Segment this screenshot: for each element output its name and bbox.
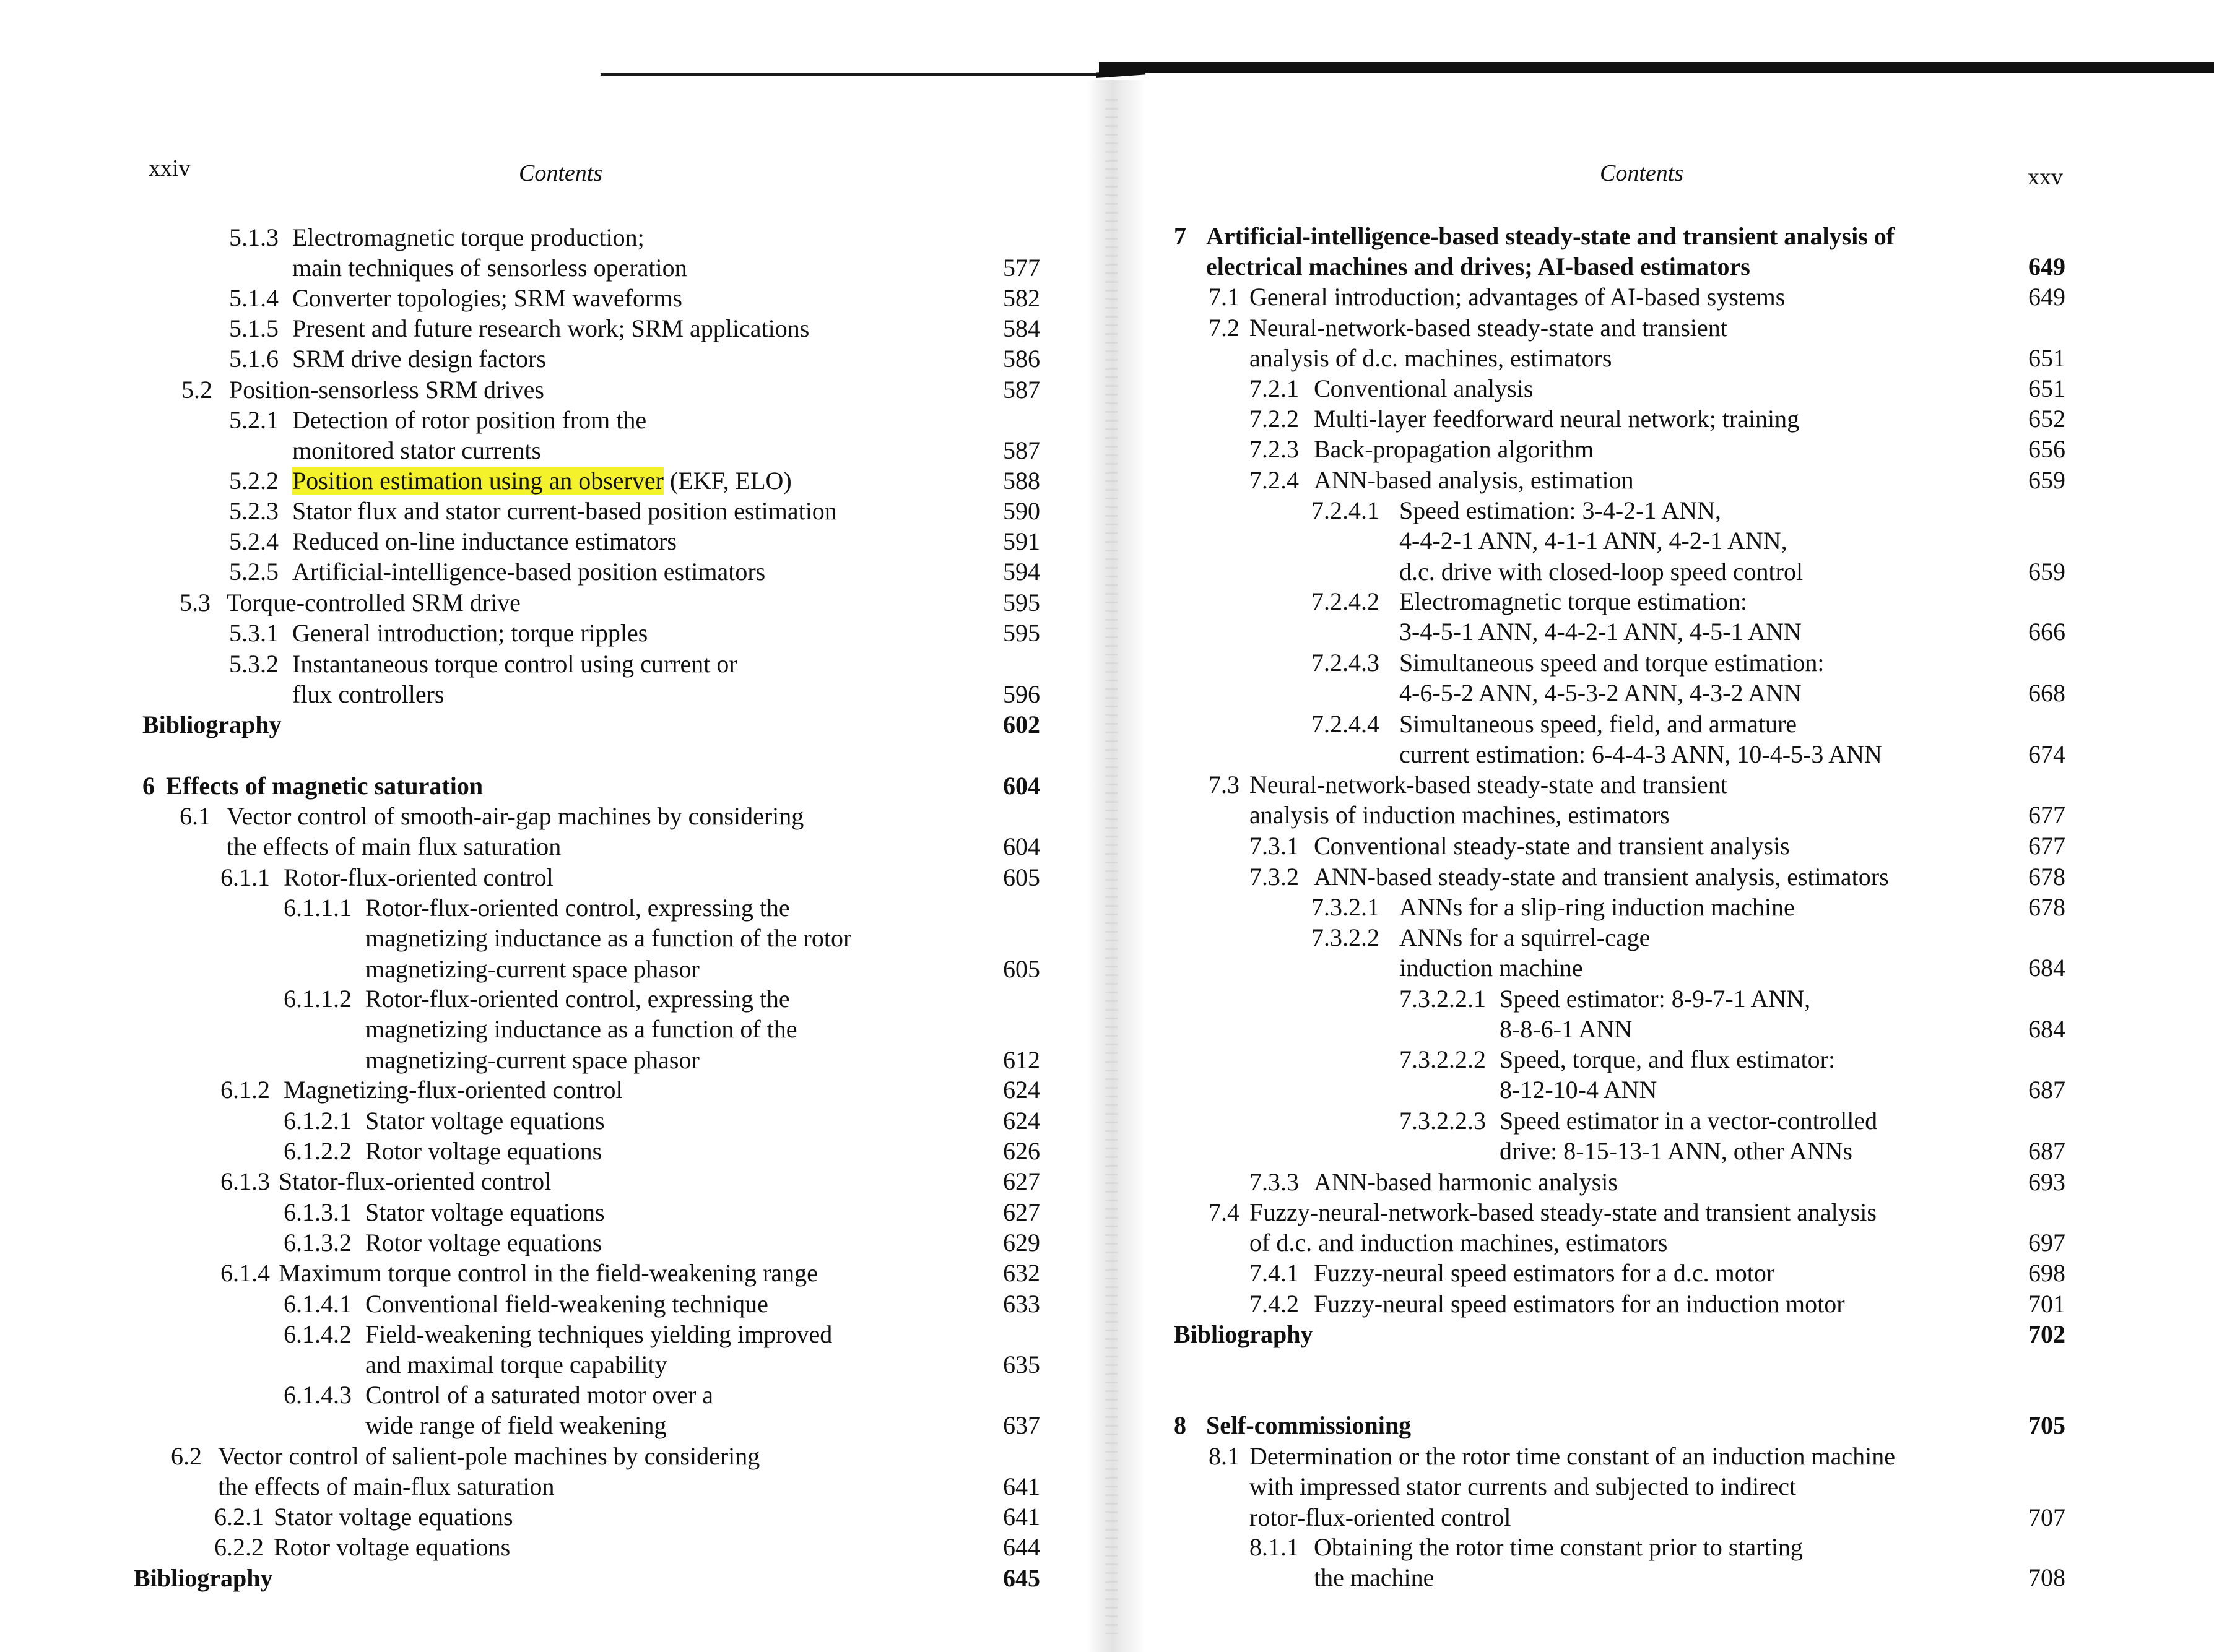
left-toc-entry [229, 344, 546, 374]
section-title: Stator voltage equations [274, 1503, 513, 1531]
right-toc-entry-continuation: current estimation: 6-4-4-3 ANN, 10-4-5-3 ANN [1399, 740, 1882, 769]
page-number: 705 [2028, 1411, 2065, 1439]
page-number: 644 [1003, 1533, 1040, 1561]
page-number: 678 [2028, 893, 2065, 921]
page-number: 677 [2028, 801, 2065, 829]
page-number: 604 [1003, 832, 1040, 861]
page-number: 677 [2028, 832, 2065, 860]
right-toc-entry [1311, 648, 1825, 678]
section-title: Position estimation using an observer (EKF, ELO) [292, 467, 792, 495]
page-number: 697 [2028, 1229, 2065, 1257]
section-number: 7.2.2 [1249, 405, 1299, 433]
left-toc-entry [284, 1106, 605, 1136]
right-toc-entry [1249, 1533, 1803, 1562]
left-toc-entry [229, 557, 765, 587]
section-title: Vector control of salient-pole machines by considering [218, 1442, 760, 1470]
page-number: 595 [1003, 589, 1040, 616]
section-title: ANNs for a slip-ring induction machine [1399, 893, 1795, 921]
left-toc-entry-continuation: magnetizing inductance as a function of the [365, 1015, 797, 1044]
section-title: Detection of rotor position from the [292, 406, 647, 434]
section-number: 7.1 [1209, 283, 1239, 311]
right-toc-entry-continuation: 3-4-5-1 ANN, 4-4-2-1 ANN, 4-5-1 ANN [1399, 618, 1802, 646]
left-toc-entry-continuation: main techniques of sensorless operation [292, 254, 687, 282]
page-number: 684 [2028, 954, 2065, 982]
section-title: Artificial-intelligence-based steady-state and transient analysis of [1206, 222, 1895, 250]
page-number: 708 [2028, 1563, 2065, 1592]
section-number: 6.1.1.2 [284, 985, 352, 1013]
left-toc-entry-continuation: the effects of main flux saturation [227, 832, 562, 861]
section-number: 7.3.2.2.1 [1399, 985, 1486, 1013]
section-number: 6.2.1 [214, 1503, 264, 1531]
section-title: Converter topologies; SRM waveforms [292, 284, 682, 312]
page-number: 624 [1003, 1076, 1040, 1104]
section-title: Rotor-flux-oriented control, expressing the [365, 894, 790, 922]
right-toc-entry-continuation: drive: 8-15-13-1 ANN, other ANNs [1500, 1137, 1852, 1165]
section-number: 6.1.3.2 [284, 1229, 352, 1256]
left-toc-entry-continuation: magnetizing-current space phasor [365, 954, 700, 983]
section-number: 7.3.2.1 [1311, 893, 1379, 921]
right-toc-entry [1249, 862, 1889, 892]
section-title: Electromagnetic torque estimation: [1399, 587, 1748, 615]
right-toc-entry [1249, 1258, 1774, 1288]
page-number: 595 [1003, 619, 1040, 647]
left-toc-entry [220, 1258, 818, 1288]
section-number: 6.1.4 [220, 1259, 270, 1287]
right-toc-entry [1209, 282, 1785, 312]
section-number: 6.1.2.2 [284, 1137, 352, 1165]
page-number: 687 [2028, 1137, 2065, 1165]
page-number: 591 [1003, 527, 1040, 555]
page-number: 645 [1003, 1564, 1040, 1592]
left-toc-entry [229, 649, 737, 679]
left-toc-entry [284, 1289, 768, 1319]
section-number: 6.1.4.1 [284, 1290, 352, 1318]
page-number: 602 [1003, 711, 1040, 738]
section-title: Fuzzy-neural-network-based steady-state and transient analysis [1249, 1198, 1877, 1226]
section-number: 5.2.1 [229, 406, 279, 434]
left-toc-entry [229, 466, 792, 496]
section-number: 7.3.1 [1249, 832, 1299, 860]
section-title: Back-propagation algorithm [1314, 435, 1594, 463]
left-toc-entry [134, 1563, 273, 1593]
section-number: 7.2.1 [1249, 374, 1299, 402]
left-running-head: Contents [519, 160, 603, 186]
section-number: 8.1 [1209, 1442, 1239, 1470]
left-toc-entry [220, 1167, 551, 1196]
section-title: Simultaneous speed and torque estimation: [1399, 649, 1825, 677]
page-number: 698 [2028, 1259, 2065, 1287]
page-number: 604 [1003, 772, 1040, 800]
right-running-head: Contents [1600, 160, 1684, 186]
page-number: 629 [1003, 1229, 1040, 1256]
left-toc-entry [214, 1533, 510, 1562]
right-toc-entry [1311, 587, 1747, 616]
section-number: 5.2 [181, 376, 212, 404]
section-number: 7.2.4.2 [1311, 587, 1379, 615]
section-number: 7.4.1 [1249, 1259, 1299, 1287]
section-title: Rotor voltage equations [365, 1229, 602, 1256]
section-number: 6.1.2 [220, 1076, 270, 1104]
right-toc-entry [1399, 1045, 1835, 1075]
section-title: Simultaneous speed, field, and armature [1399, 710, 1797, 738]
page-number: 594 [1003, 558, 1040, 586]
section-number: 7.4.2 [1249, 1290, 1299, 1318]
section-title: Reduced on-line inductance estimators [292, 527, 677, 555]
left-toc-entry [214, 1502, 513, 1532]
section-title: Neural-network-based steady-state and transient [1249, 771, 1727, 798]
right-toc-entry [1209, 313, 1727, 343]
section-title: General introduction; advantages of AI-based systems [1249, 283, 1786, 311]
section-title: Determination or the rotor time constant of an induction machine [1249, 1442, 1896, 1470]
right-toc-entry [1174, 1320, 1313, 1349]
section-number: 6.1.1 [220, 863, 270, 891]
page-number: 626 [1003, 1137, 1040, 1165]
left-page [0, 0, 1090, 1652]
left-toc-entry [284, 984, 790, 1014]
right-toc-entry [1311, 893, 1795, 922]
section-title: ANN-based steady-state and transient analysis, estimators [1314, 863, 1889, 891]
page-number: 596 [1003, 680, 1040, 709]
right-page [1139, 0, 2214, 1652]
section-title: Fuzzy-neural speed estimators for a d.c. motor [1314, 1259, 1775, 1287]
section-title: Artificial-intelligence-based position estimators [292, 558, 766, 586]
right-toc-entry [1249, 465, 1634, 495]
page-number: 702 [2028, 1320, 2065, 1348]
right-toc-entry-continuation: of d.c. and induction machines, estimators [1249, 1229, 1668, 1257]
section-number: 5.2.5 [229, 558, 279, 586]
section-number: 7.2.4 [1249, 466, 1299, 494]
section-title: Conventional analysis [1314, 374, 1534, 402]
section-title: Field-weakening techniques yielding improved [365, 1320, 833, 1348]
left-toc-entry [229, 618, 648, 648]
section-title: Speed estimation: 3-4-2-1 ANN, [1399, 496, 1721, 524]
right-toc-entry [1249, 1167, 1618, 1197]
right-toc-entry-continuation: 8-8-6-1 ANN [1500, 1015, 1633, 1044]
page-number: 701 [2028, 1290, 2065, 1318]
right-toc-entry [1209, 1198, 1877, 1227]
section-number: 5.2.3 [229, 497, 279, 525]
right-toc-entry [1174, 1411, 1411, 1440]
section-title: Maximum torque control in the field-weakening range [279, 1259, 818, 1287]
section-number: 6 [142, 772, 155, 800]
page-number: 674 [2028, 740, 2065, 769]
section-number: 8.1.1 [1249, 1533, 1299, 1561]
right-toc-entry [1249, 374, 1533, 404]
section-number: 6.1.2.1 [284, 1107, 352, 1135]
section-title: Magnetizing-flux-oriented control [284, 1076, 623, 1104]
section-number: 5.3 [180, 589, 211, 616]
section-title: Stator voltage equations [365, 1107, 605, 1135]
right-toc-entry [1311, 923, 1650, 953]
page-number: 605 [1003, 954, 1040, 983]
right-toc-entry [1399, 984, 1810, 1014]
page-number: 666 [2028, 618, 2065, 646]
left-toc-entry [142, 710, 282, 740]
section-number: 7.3.3 [1249, 1168, 1299, 1196]
page-number: 586 [1003, 345, 1040, 373]
section-title: ANNs for a squirrel-cage [1399, 923, 1651, 951]
left-toc-entry [229, 283, 682, 313]
section-number: 5.1.3 [229, 223, 279, 251]
highlighted-text: Position estimation using an observer [292, 467, 664, 495]
section-title: Stator voltage equations [365, 1198, 605, 1226]
page-number: 612 [1003, 1045, 1040, 1074]
section-title: Present and future research work; SRM applications [292, 314, 810, 342]
left-toc-entry [229, 405, 646, 435]
page-number: 590 [1003, 497, 1040, 525]
right-toc-entry [1249, 1289, 1845, 1319]
section-title: Obtaining the rotor time constant prior to starting [1314, 1533, 1803, 1561]
section-number: 7.2.4.1 [1311, 496, 1379, 524]
section-title: Conventional steady-state and transient analysis [1314, 832, 1790, 860]
section-title: ANN-based analysis, estimation [1314, 466, 1634, 494]
section-number: 7.2.3 [1249, 435, 1299, 463]
section-number: 6.2.2 [214, 1533, 264, 1561]
right-toc-entry-continuation: d.c. drive with closed-loop speed control [1399, 557, 1804, 586]
section-title: Bibliography [142, 711, 282, 738]
section-number: 7.3.2 [1249, 863, 1299, 891]
left-toc-entry [229, 527, 677, 556]
section-title: ANN-based harmonic analysis [1314, 1168, 1618, 1196]
section-number: 6.1.4.2 [284, 1320, 352, 1348]
right-toc-entry [1399, 1106, 1877, 1136]
gutter-shading [1105, 99, 1118, 1634]
page-number: 605 [1003, 863, 1040, 891]
page-number: 678 [2028, 863, 2065, 891]
section-number: 7.3 [1209, 771, 1239, 798]
left-toc-entry [284, 1380, 713, 1410]
section-title: Torque-controlled SRM drive [227, 589, 521, 616]
left-toc-entry [220, 1075, 623, 1105]
right-toc-entry [1209, 770, 1727, 800]
section-title: Vector control of smooth-air-gap machines by considering [227, 802, 804, 830]
left-folio: xxiv [149, 155, 191, 181]
section-number: 7.2 [1209, 314, 1239, 342]
section-number: 6.1.3 [220, 1167, 270, 1195]
left-toc-entry [284, 1228, 602, 1258]
right-toc-entry-continuation: induction machine [1399, 954, 1583, 982]
left-toc-entry-continuation: wide range of field weakening [365, 1411, 667, 1440]
section-title: Rotor-flux-oriented control, expressing the [365, 985, 790, 1013]
section-title: Rotor-flux-oriented control [284, 863, 554, 891]
page-number: 633 [1003, 1290, 1040, 1318]
section-title: SRM drive design factors [292, 345, 546, 373]
section-title: Stator-flux-oriented control [279, 1167, 552, 1195]
section-title: Bibliography [1174, 1320, 1313, 1348]
section-title: Conventional field-weakening technique [365, 1290, 768, 1318]
section-number: 7.4 [1209, 1198, 1239, 1226]
section-number: 5.1.4 [229, 284, 279, 312]
page-number: 641 [1003, 1503, 1040, 1531]
page-number: 641 [1003, 1473, 1040, 1501]
section-number: 6.1 [180, 802, 211, 830]
right-toc-entry [1209, 1442, 1895, 1471]
right-toc-entry [1311, 709, 1797, 739]
left-toc-entry [229, 496, 837, 526]
section-number: 7.3.2.2.3 [1399, 1107, 1486, 1135]
section-title: Rotor voltage equations [274, 1533, 511, 1561]
page-number: 635 [1003, 1351, 1040, 1379]
page-number: 684 [2028, 1015, 2065, 1044]
section-number: 6.1.1.1 [284, 894, 352, 922]
section-title: Electromagnetic torque production; [292, 223, 645, 251]
left-toc-entry-continuation: magnetizing-current space phasor [365, 1045, 700, 1074]
right-toc-entry [1249, 404, 1799, 434]
page-number: 651 [2028, 344, 2065, 373]
section-number: 5.2.2 [229, 467, 279, 495]
page-number: 624 [1003, 1107, 1040, 1135]
right-toc-entry-continuation: 8-12-10-4 ANN [1500, 1076, 1657, 1104]
left-toc-entry [284, 1136, 602, 1166]
section-title: Stator flux and stator current-based position estimation [292, 497, 837, 525]
left-toc-entry [284, 1198, 605, 1227]
section-title: Position-sensorless SRM drives [229, 376, 544, 404]
section-number: 5.3.1 [229, 619, 279, 647]
page-number: 632 [1003, 1259, 1040, 1287]
right-toc-entry-continuation: electrical machines and drives; AI-based estimators [1206, 253, 1750, 281]
right-toc-entry [1311, 496, 1721, 525]
section-title: Rotor voltage equations [365, 1137, 602, 1165]
left-toc-entry-continuation: the effects of main-flux saturation [218, 1473, 555, 1501]
section-title: Multi-layer feedforward neural network; training [1314, 405, 1800, 433]
left-toc-entry-continuation: flux controllers [292, 680, 445, 709]
page-number: 707 [2028, 1503, 2065, 1531]
section-number: 5.2.4 [229, 527, 279, 555]
page-number: 577 [1003, 254, 1040, 282]
left-toc-entry [180, 802, 804, 831]
section-number: 5.1.6 [229, 345, 279, 373]
right-toc-entry [1249, 435, 1594, 464]
page-number: 652 [2028, 405, 2065, 433]
section-number: 7 [1174, 222, 1186, 250]
page-number: 584 [1003, 314, 1040, 342]
section-number: 7.3.2.2.2 [1399, 1045, 1486, 1073]
section-title: Control of a saturated motor over a [365, 1381, 714, 1409]
page-number: 693 [2028, 1168, 2065, 1196]
left-toc-entry [229, 223, 645, 253]
left-toc-entry-continuation: monitored stator currents [292, 436, 542, 465]
left-toc-entry-continuation: magnetizing inductance as a function of the rotor [365, 924, 852, 953]
section-number: 8 [1174, 1411, 1186, 1439]
page-number: 588 [1003, 467, 1040, 495]
page-number: 668 [2028, 679, 2065, 707]
right-folio: xxv [2028, 164, 2063, 190]
section-number: 7.2.4.4 [1311, 710, 1379, 738]
right-toc-entry [1174, 222, 1895, 251]
left-toc-entry [171, 1442, 760, 1471]
page-number: 587 [1003, 376, 1040, 404]
page-number: 627 [1003, 1167, 1040, 1195]
section-title: Self-commissioning [1206, 1411, 1412, 1439]
page-number: 637 [1003, 1411, 1040, 1440]
page-number: 659 [2028, 557, 2065, 586]
page-number: 651 [2028, 374, 2065, 402]
left-toc-entry [180, 588, 521, 618]
right-toc-entry-continuation: analysis of induction machines, estimators [1249, 801, 1670, 829]
right-toc-entry [1249, 831, 1790, 861]
right-toc-entry-continuation: analysis of d.c. machines, estimators [1249, 344, 1612, 373]
section-number: 5.3.2 [229, 650, 279, 678]
section-title: Speed, torque, and flux estimator: [1500, 1045, 1836, 1073]
section-title: Speed estimator: 8-9-7-1 ANN, [1500, 985, 1811, 1013]
section-number: 7.2.4.3 [1311, 649, 1379, 677]
section-title: Neural-network-based steady-state and transient [1249, 314, 1727, 342]
right-toc-entry-continuation: the machine [1314, 1563, 1435, 1592]
section-title: Fuzzy-neural speed estimators for an induction motor [1314, 1290, 1845, 1318]
section-number: 6.2 [171, 1442, 202, 1470]
section-title: Bibliography [134, 1564, 273, 1592]
page-number: 582 [1003, 284, 1040, 312]
page-number: 649 [2028, 253, 2065, 281]
page-number: 659 [2028, 466, 2065, 494]
right-toc-entry-continuation: 4-6-5-2 ANN, 4-5-3-2 ANN, 4-3-2 ANN [1399, 679, 1802, 707]
left-toc-entry [142, 771, 483, 801]
left-toc-entry [284, 893, 790, 923]
section-title: Speed estimator in a vector-controlled [1500, 1107, 1878, 1135]
right-toc-entry-continuation: rotor-flux-oriented control [1249, 1503, 1511, 1531]
page-number: 627 [1003, 1198, 1040, 1226]
section-title: Instantaneous torque control using current or [292, 650, 737, 678]
section-title: General introduction; torque ripples [292, 619, 648, 647]
left-toc-entry-continuation: and maximal torque capability [365, 1351, 667, 1379]
left-toc-entry [181, 375, 544, 405]
right-toc-entry-continuation: 4-4-2-1 ANN, 4-1-1 ANN, 4-2-1 ANN, [1399, 527, 1787, 555]
page-number: 687 [2028, 1076, 2065, 1104]
left-toc-entry [220, 863, 554, 893]
right-toc-entry-continuation: with impressed stator currents and subjected to indirect [1249, 1473, 1797, 1501]
section-number: 5.1.5 [229, 314, 279, 342]
page-number: 587 [1003, 436, 1040, 465]
left-toc-entry [229, 314, 809, 344]
section-number: 7.3.2.2 [1311, 923, 1379, 951]
section-number: 6.1.4.3 [284, 1381, 352, 1409]
page-number: 649 [2028, 283, 2065, 311]
left-toc-entry [284, 1320, 832, 1349]
page-number: 656 [2028, 435, 2065, 463]
section-number: 6.1.3.1 [284, 1198, 352, 1226]
section-title: Effects of magnetic saturation [166, 772, 484, 800]
